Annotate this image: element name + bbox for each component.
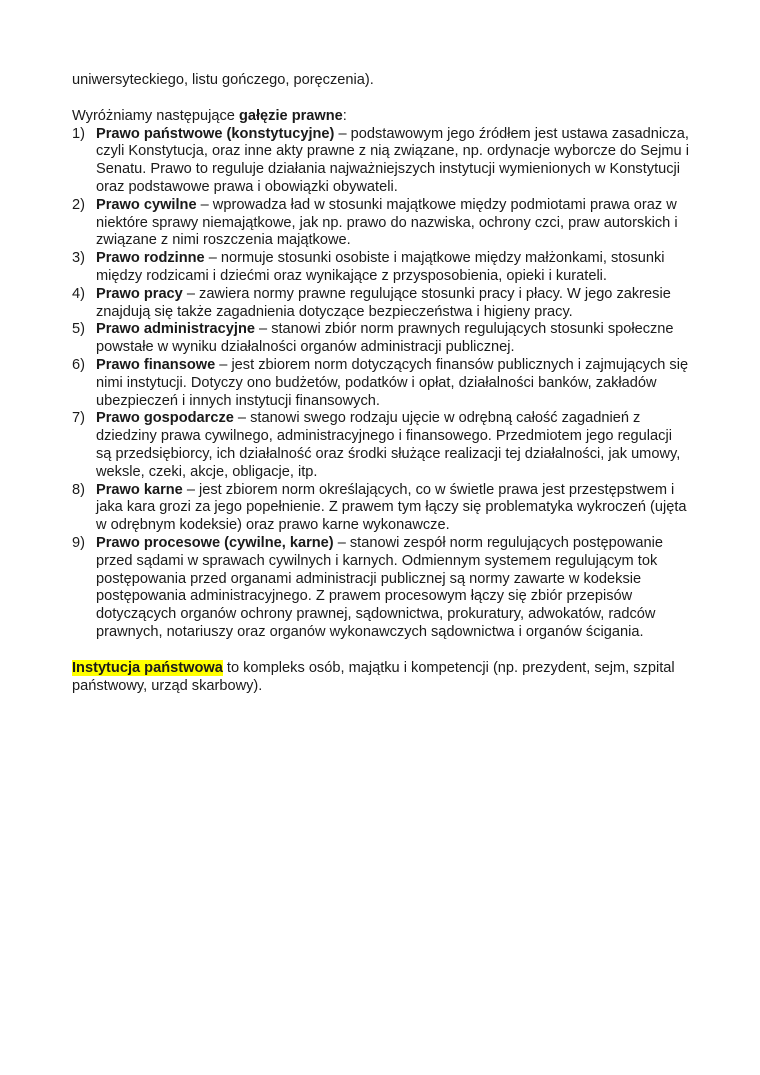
list-item-number: 3) bbox=[72, 250, 85, 267]
list-item-number: 9) bbox=[72, 534, 85, 551]
list-item-number: 7) bbox=[72, 410, 85, 427]
list-item-name: Prawo państwowe (konstytucyjne) bbox=[96, 125, 335, 142]
paragraph-gap bbox=[72, 642, 690, 660]
paragraph-gap bbox=[72, 90, 690, 108]
institution-paragraph bbox=[72, 660, 690, 696]
list-item-text: – stanowi swego rodzaju ujęcie w odrębną całość zagadnień z dziedziny prawa cywilnego, administracyjnego i finansowego. Przedmiotem jego regulacji są przedsiębiorcy, ich działalność oraz środki służące realizacji tej działalności, jak umowy, weksle, czeki, akcje, obligacje, itp. bbox=[96, 410, 681, 480]
intro-tail-paragraph: uniwersyteckiego, listu gończego, poręczenia). bbox=[72, 72, 374, 88]
list-item-number: 8) bbox=[72, 481, 85, 498]
list-item-number: 5) bbox=[72, 321, 85, 338]
list-item-name: Prawo gospodarcze bbox=[96, 410, 234, 427]
list-item-name: Prawo finansowe bbox=[96, 356, 216, 373]
list-item-text: – stanowi zbiór norm prawnych regulujących stosunki społeczne powstałe w wyniku działalności organów administracji publicznej. bbox=[96, 321, 674, 356]
list-item bbox=[72, 321, 690, 357]
list-item bbox=[72, 197, 690, 250]
list-item bbox=[72, 250, 690, 286]
document-page bbox=[72, 72, 690, 695]
list-item-text: – jest zbiorem norm dotyczących finansów publicznych i zajmujących się nimi instytucji. Dotyczy ono budżetów, podatków i opłat, działalności banków, zakładów ubezpieczeń i innych instytucji finansowych. bbox=[96, 356, 689, 409]
list-item-name: Prawo procesowe (cywilne, karne) bbox=[96, 534, 334, 551]
list-item bbox=[72, 357, 690, 410]
list-item-text: – normuje stosunki osobiste i majątkowe między małżonkami, stosunki między rodzicami i dziećmi oraz wynikające z przysposobienia, opieki i kurateli. bbox=[96, 250, 665, 284]
list-item-text: – stanowi zespół norm regulujących postępowanie przed sądami w sprawach cywilnych i karnych. Odmiennym systemem regulującym tok postępowania przed organami administracji publicznej są normy zawarte w kodeksie postępowania administracyjnego. Z prawem procesowym łączy się zbiór przepisów dotyczących organów ochrony prawnej, sądownictwa, prokuratury, adwokatów, radców prawnych, notariuszy oraz organów wykonawczych sądownictwa i organów ścigania. bbox=[96, 534, 663, 640]
list-item-name: Prawo cywilne bbox=[96, 196, 197, 213]
branches-intro-lead: Wyróżniamy następujące bbox=[72, 107, 239, 124]
list-item-name: Prawo pracy bbox=[96, 285, 183, 302]
branches-intro bbox=[72, 108, 690, 126]
list-item bbox=[72, 482, 690, 535]
list-item-name: Prawo rodzinne bbox=[96, 250, 205, 267]
list-item bbox=[72, 410, 690, 481]
institution-definition: to kompleks osób, majątku i kompetencji (np. prezydent, sejm, szpital państwowy, urząd skarbowy). bbox=[72, 659, 675, 694]
branches-intro-bold: gałęzie prawne bbox=[238, 107, 343, 124]
list-item bbox=[72, 535, 690, 642]
list-item-name: Prawo administracyjne bbox=[96, 321, 255, 338]
list-item-number: 6) bbox=[72, 356, 85, 373]
branches-intro-tail: : bbox=[342, 107, 347, 124]
list-item bbox=[72, 286, 690, 322]
list-item-text: – jest zbiorem norm określających, co w świetle prawa jest przestępstwem i jaka kara grozi za jego popełnienie. Z prawem tym łączy się problematyka wykroczeń (ujęta w odrębnym kodeksie) oraz prawo karne wykonawcze. bbox=[96, 481, 687, 534]
list-item-name: Prawo karne bbox=[96, 481, 183, 498]
list-item-number: 1) bbox=[72, 125, 85, 142]
list-item-number: 2) bbox=[72, 196, 85, 213]
list-item-text: – zawiera normy prawne regulujące stosunki pracy i płacy. W jego zakresie znajdują się także zagadnienia dotyczące bezpieczeństwa i higieny pracy. bbox=[96, 285, 671, 320]
list-item-text: – podstawowym jego źródłem jest ustawa zasadnicza, czyli Konstytucja, oraz inne akty prawne z nią związane, np. ordynacje wyborcze do Sejmu i Senatu. Prawo to reguluje działania najważniejszych instytucji wymienionych w Konstytucji oraz podstawowe prawa i obowiązki obywateli. bbox=[96, 125, 689, 195]
law-branches-list bbox=[72, 126, 690, 642]
highlighted-term: Instytucja państwowa bbox=[72, 659, 223, 676]
list-item bbox=[72, 126, 690, 197]
list-item-text: – wprowadza ład w stosunki majątkowe między podmiotami prawa oraz w niektóre sprawy niemajątkowe, jak np. prawo do nazwiska, ochrony czci, praw autorskich i związane z nimi roszczenia majątkowe. bbox=[96, 196, 678, 249]
list-item-number: 4) bbox=[72, 285, 85, 302]
